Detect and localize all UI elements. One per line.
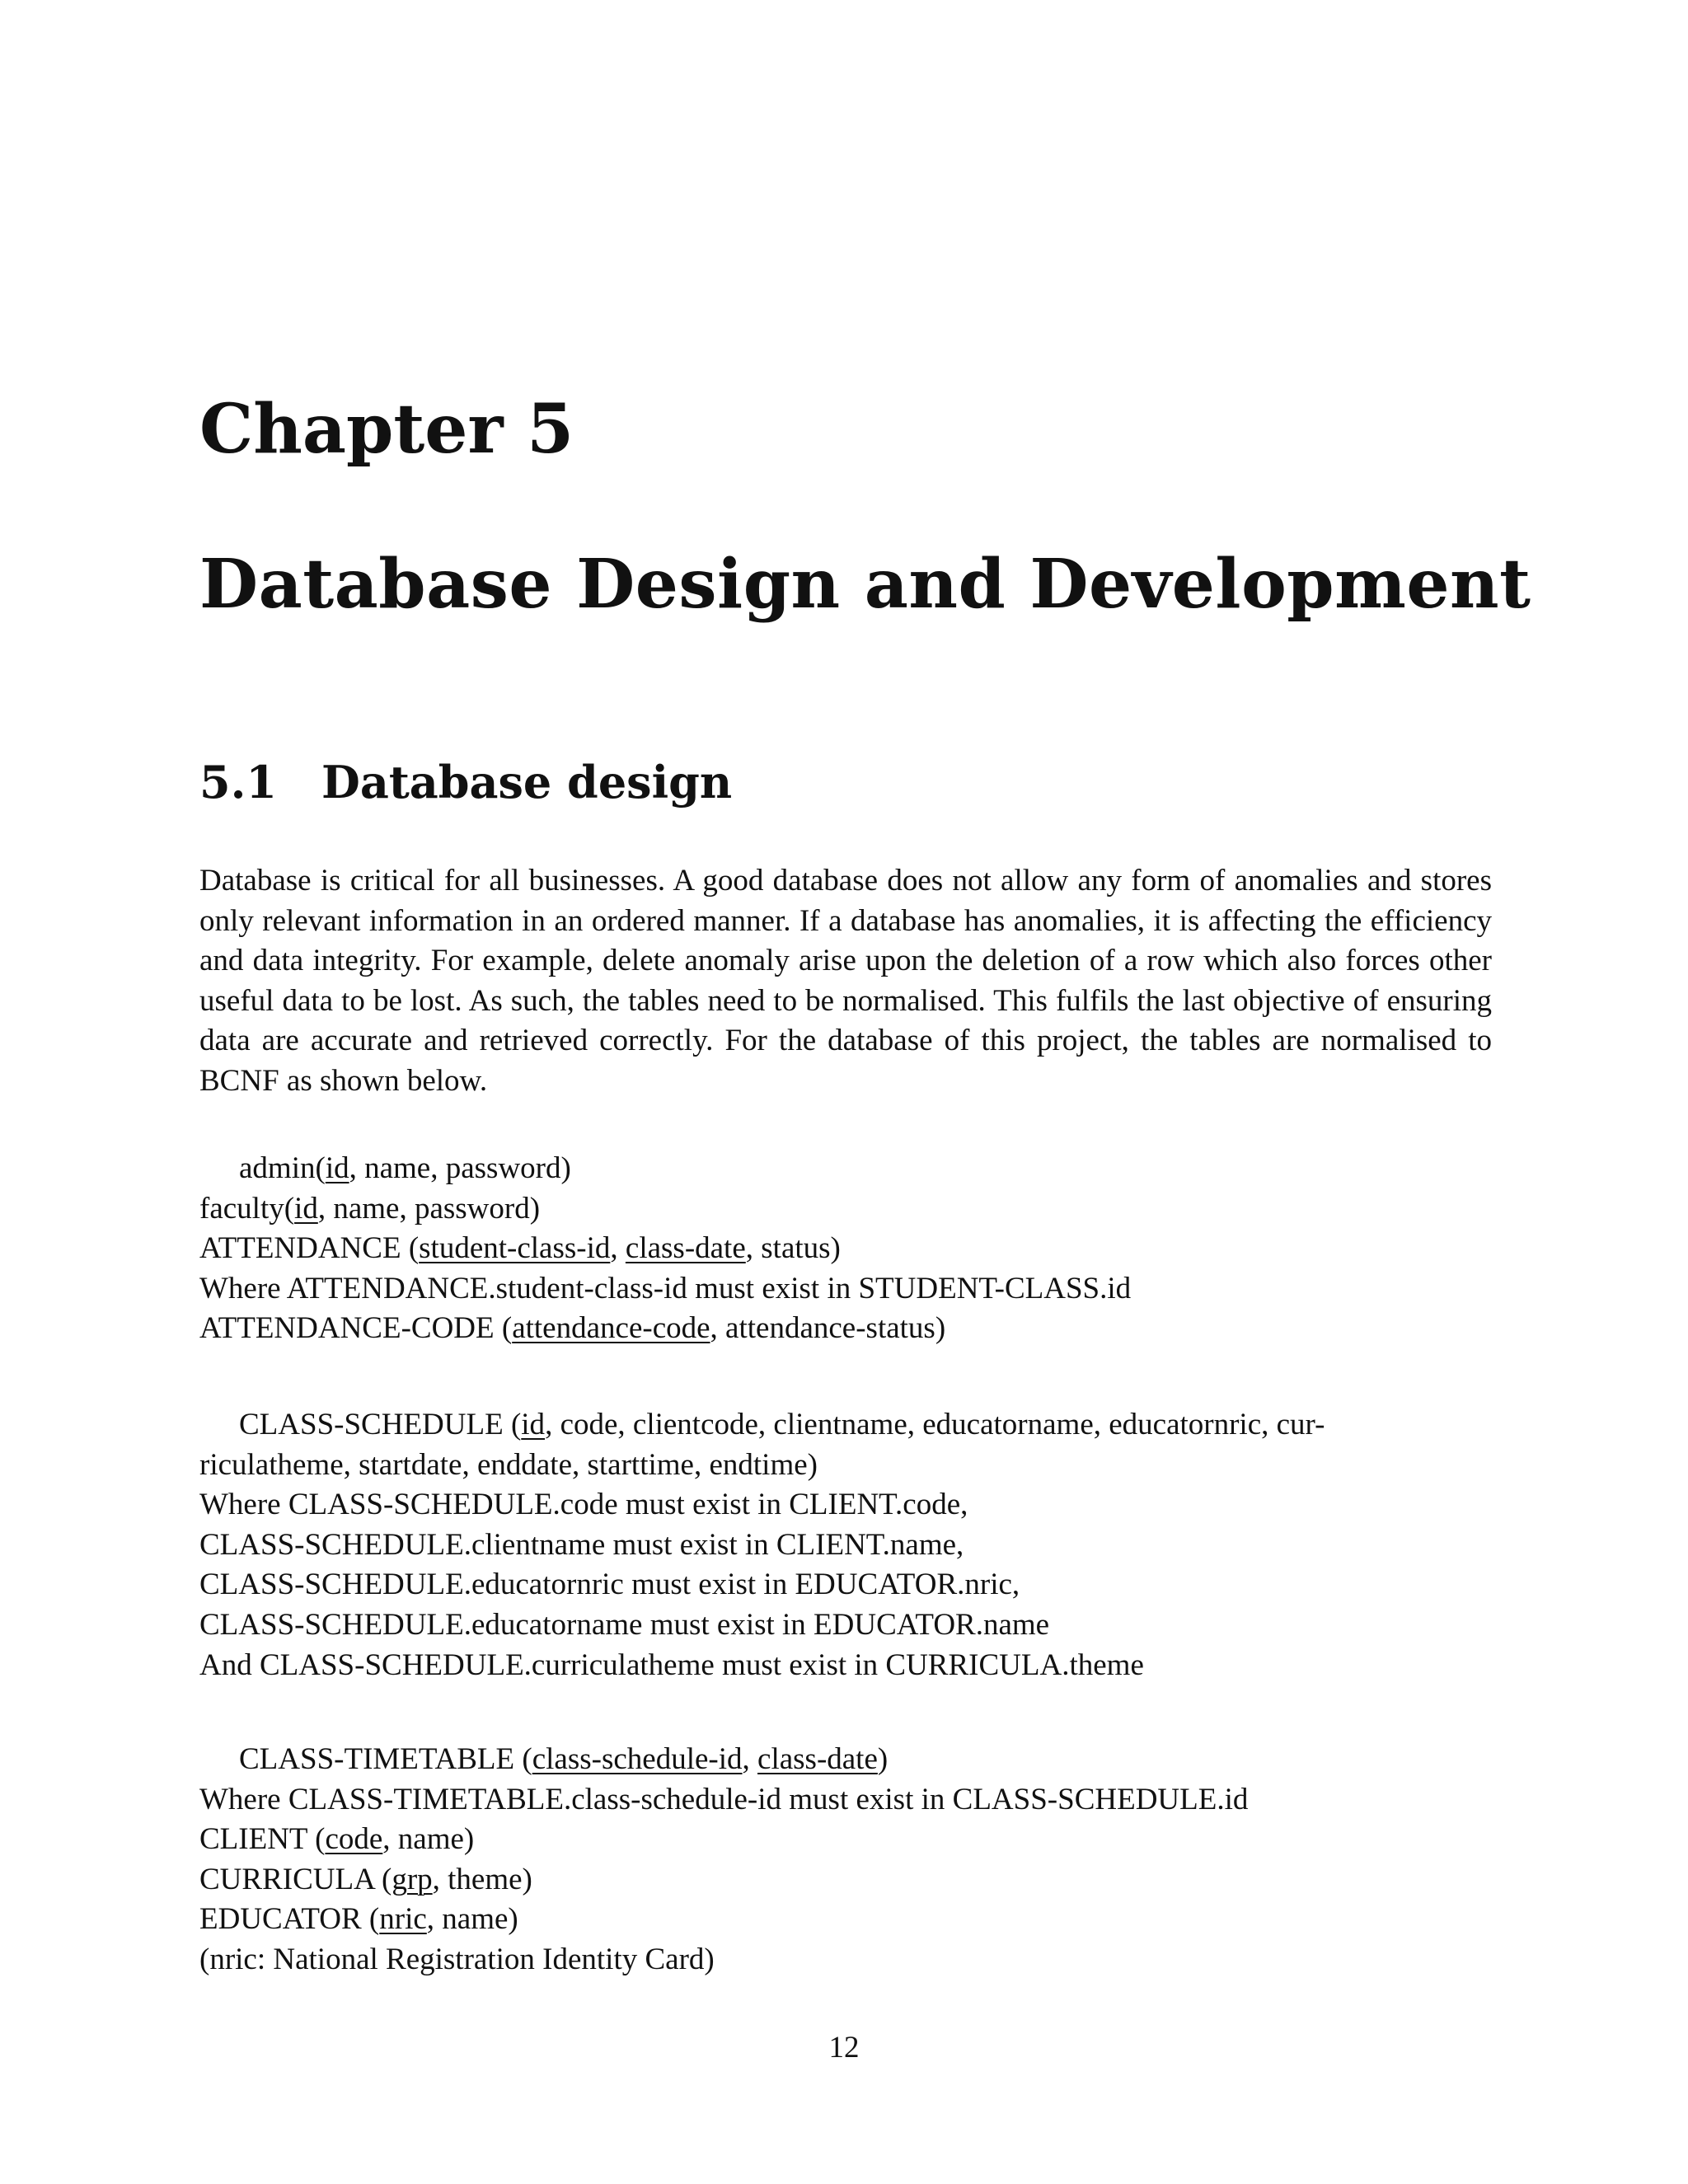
primary-key: nric [379,1902,427,1937]
schema-block-2 [199,1405,1492,1685]
primary-key: grp [392,1862,433,1896]
schema-class-timetable-where: Where CLASS-TIMETABLE.class-schedule-id must exist in CLASS-SCHEDULE.id [199,1782,1249,1816]
primary-key: id [325,1151,349,1185]
primary-key: class-date [625,1231,746,1266]
section-number: 5.1 [199,756,277,808]
section-title: Database design [321,756,733,808]
primary-key: attendance-code [512,1311,710,1346]
primary-key: class-schedule-id [532,1742,743,1776]
schema-educator: EDUCATOR (nric, name) [199,1902,518,1937]
intro-block [199,861,1492,1102]
chapter-label: Chapter 5 [199,390,574,469]
schema-faculty: faculty(id, name, password) [199,1191,541,1226]
schema-class-schedule-where: CLASS-SCHEDULE.clientname must exist in CLIENT.name, [199,1527,964,1562]
schema-attendance-where: Where ATTENDANCE.student-class-id must exist in STUDENT-CLASS.id [199,1271,1132,1305]
primary-key: id [294,1191,318,1226]
schema-class-schedule-where: CLASS-SCHEDULE.educatornric must exist in EDUCATOR.nric, [199,1568,1020,1602]
schema-attendance: ATTENDANCE (student-class-id, class-date, status) [199,1231,841,1266]
schema-class-schedule: CLASS-SCHEDULE (id, code, clientcode, clientname, educatorname, educatornric, cur- [239,1408,1325,1441]
schema-class-schedule-where: CLASS-SCHEDULE.educatorname must exist in EDUCATOR.name [199,1607,1050,1642]
schema-class-schedule-where: Where CLASS-SCHEDULE.code must exist in CLIENT.code, [199,1488,968,1522]
schema-attendance-code: ATTENDANCE-CODE (attendance-code, attendance-status) [199,1311,946,1346]
schema-admin: admin(id, name, password) [239,1151,571,1185]
primary-key: class-date [757,1742,878,1776]
chapter-title: Database Design and Development [199,545,1531,624]
primary-key: code [325,1822,383,1857]
schema-nric-note: (nric: National Registration Identity Card) [199,1942,715,1976]
primary-key: id [521,1408,546,1441]
schema-block-3 [199,1740,1492,1980]
schema-curricula: CURRICULA (grp, theme) [199,1862,532,1896]
section-heading [199,756,733,808]
schema-client: CLIENT (code, name) [199,1822,475,1857]
page-number: 12 [828,2031,860,2064]
schema-class-schedule-where: And CLASS-SCHEDULE.curriculatheme must exist in CURRICULA.theme [199,1647,1144,1682]
schema-class-timetable: CLASS-TIMETABLE (class-schedule-id, class-date) [239,1742,889,1776]
schema-class-schedule-cont: riculatheme, startdate, enddate, starttime, endtime) [199,1447,818,1482]
schema-block-1 [199,1149,1492,1349]
intro-paragraph: Database is critical for all businesses. A good database does not allow any form of anomalies and stores only relevant information in an ordered manner. If a database has anomalies, it is affecting the efficiency and data integrity. For example, delete anomaly arise upon the deletion of a row which also forces other useful data to be lost. As such, the tables need to be normalised. This fulfils the last objective of ensuring data are accurate and retrieved correctly. For the database of this project, the tables are normalised to BCNF as shown below. [199,864,1492,1098]
primary-key: student-class-id [419,1231,611,1266]
